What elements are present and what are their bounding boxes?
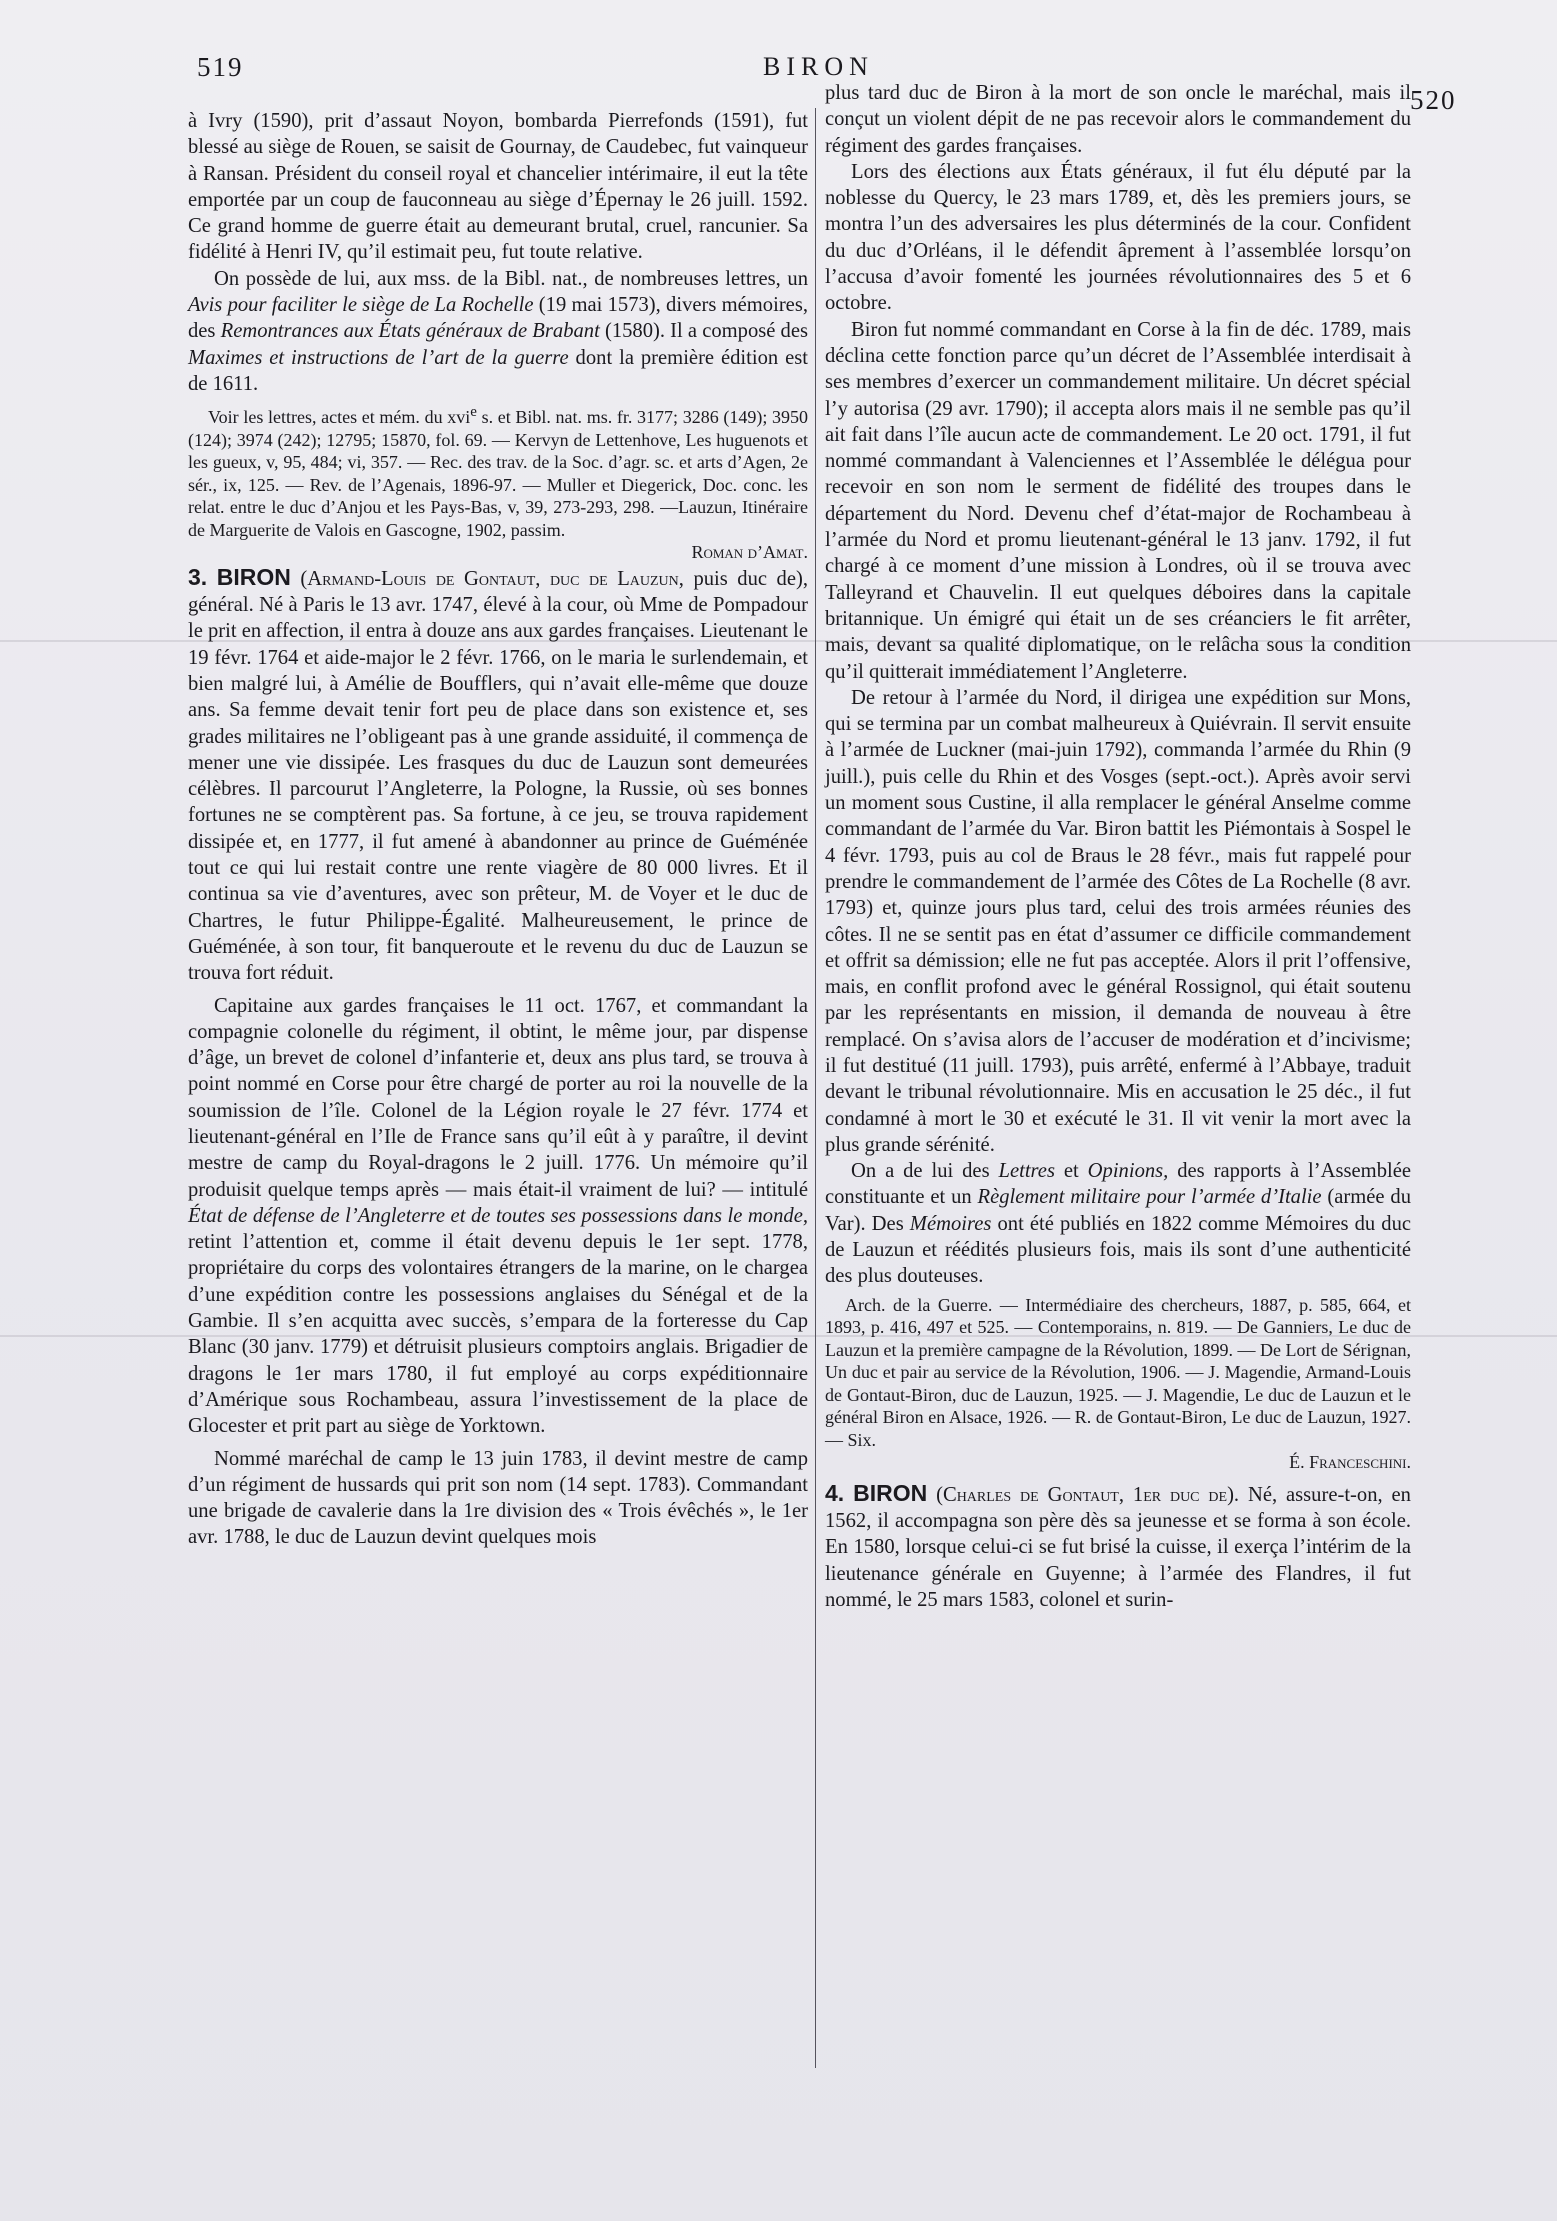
entry-headword: BIRON — [853, 1479, 928, 1506]
paragraph: De retour à l’armée du Nord, il dirigea une expédition sur Mons, qui se termina par un combat malheureux à Quiévrain. Il servit ensuite à l’armée de Luckner (mai-juin 1792), commanda l’armée du Rhin (9 juill.), puis celle du Rhin et des Vosges (sept.-oct.). Après avoir servi un moment sous Custine, il alla remplacer le général Anselme comme commandant de l’armée du Var. Biron battit les Piémontais à Sospel le 4 févr. 1793, puis au col de Braus le 28 févr., mais fut rappelé pour prendre le commandement de l’armée des Côtes de La Rochelle (8 avr. 1793) et, quinze jours plus tard, celui des trois armées réunies des côtes. Il ne se sentit pas en état d’assumer ce difficile commandement et offrit sa démission; elle ne fut pas acceptée. Alors il prit l’offensive, mais, en conflit profond avec le général Rossignol, qui était soutenu par les représentants en mission, il demanda de nouveau à être remplacé. On s’avisa alors de l’accuser de modération et d’incivisme; il fut destitué (11 juill. 1793), puis arrêté, enfermé à l’Abbaye, traduit devant le tribunal révolutionnaire. Mis en accusation le 25 déc., il fut condamné à mort le 30 et exécuté le 31. Il vit venir la mort avec la plus grande sérénité. — [825, 686, 1411, 1156]
entry-headword: BIRON — [216, 563, 291, 590]
paragraph: On a de lui des Lettres et Opinions, des rapports à l’Assemblée constituante et un Règlement militaire pour l’armée d’Italie (armée du Var). Des Mémoires ont été publiés en 1822 comme Mémoires du duc de Lauzun et réédités plusieurs fois, mais ils sont d’une authenticité des plus douteuses. — [825, 1160, 1412, 1288]
entry-4: 4. BIRON (Charles de Gontaut, 1er duc de). Né, assure-t-on, en 1562, il accompagna son père dès sa jeunesse et se forma à son école. En 1580, lorsque celui-ci se fut brisé la cuisse, il exerça l’intérim de la lieutenance générale en Guyenne; à l’armée des Flandres, il fut nommé, le 25 mars 1583, colonel et surin- — [825, 1479, 1411, 1611]
bibliography: Arch. de la Guerre. — Intermédiaire des chercheurs, 1887, p. 585, 664, et 1893, p. 416, 497 et 525. — Contemporains, n. 819. — De Ganniers, Le duc de Lauzun et la première campagne de la Révolution, 1899. — De Lort de Sérignan, Un duc et pair au service de la Révolution, 1906. — J. Magendie, Armand-Louis de Gontaut-Biron, duc de Lauzun, 1925. — J. Magendie, Le duc de Lauzun et le général Biron en Alsace, 1926. — R. de Gontaut-Biron, Le duc de Lauzun, 1927. — Six. — [825, 1294, 1411, 1450]
author-signature: É. Franceschini. — [1289, 1452, 1411, 1473]
paragraph: Biron fut nommé commandant en Corse à la fin de déc. 1789, mais déclina cette fonction parce qu’un décret de l’Assemblée interdisait à ses membres d’exercer un commandement militaire. Un décret spécial l’y autorisa (29 avr. 1790); il accepta alors mais il ne semble pas qu’il ait fait dans l’île aucun acte de commandement. Le 20 oct. 1791, il fut nommé commandant à Valenciennes et l’Assemblée le délégua pour recevoir en son nom le serment de fidélité des troupes dans le département du Nord. Devenu chef d’état-major de Rochambeau à l’armée du Nord et promu lieutenant-général le 13 janv. 1792, il fut chargé à ce moment d’une mission à Londres, où il se trouva avec Talleyrand et Chauvelin. Il eut quelques déboires dans la capitale britannique. Un émigré qui était un de ses créanciers le fit arrêter, mais, devant sa qualité diplomatique, on le relâcha sous la condition qu’il quitterait immédiatement l’Angleterre. — [825, 318, 1411, 683]
page-number-right: 520 — [1410, 85, 1457, 115]
paragraph: Lors des élections aux États généraux, il fut élu député par la noblesse du Quercy, le 23 mars 1789, et, dès les premiers jours, se montra l’un des adversaires les plus déterminés de la cour. Confident du duc d’Orléans, il le défendit âprement à l’assemblée lorsqu’on l’accusa d’avoir fomenté les journées révolutionnaires des 5 et 6 octobre. — [825, 160, 1411, 315]
page-number-left: 519 — [197, 52, 244, 82]
entry-number: 3. — [188, 563, 208, 590]
author-signature: Roman d’Amat. — [691, 542, 808, 563]
column-rule — [815, 108, 816, 2068]
right-column — [825, 80, 1411, 1613]
running-head: BIRON — [763, 52, 874, 81]
left-column — [188, 108, 808, 1551]
bibliography: Voir les lettres, actes et mém. du xvi$^e$ s. et Bibl. nat. ms. fr. 3177; 3286 (149); 3950 (124); 3974 (242); 12795; 15870, fol. 69. — Kervyn de Lettenhove, Les huguenots et les gueux, v, 95, 484; vi, 357. — Rec. des trav. de la Soc. d’agr. sc. et arts d’Agen, 2e sér., ix, 125. — Rev. de l’Agenais, 1896-97. — Muller et Diegerick, Doc. conc. les relat. entre le duc d’Anjou et les Pays-Bas, v, 39, 273-293, 298. —Lauzun, Itinéraire de Marguerite de Valois en Gascogne, 1902, passim. — [188, 404, 808, 540]
paragraph: On possède de lui, aux mss. de la Bibl. nat., de nombreuses lettres, un Avis pour faciliter le siège de La Rochelle (19 mai 1573), divers mémoires, des Remontrances aux États généraux de Brabant (1580). Il a composé des Maximes et instructions de l’art de la guerre dont la première édition est de 1611. — [188, 267, 808, 395]
paragraph: Nommé maréchal de camp le 13 juin 1783, il devint mestre de camp d’un régiment de hussards qui prit son nom (14 sept. 1783). Commandant une brigade de cavalerie dans la 1re division des « Trois évêchés », le 1er avr. 1788, le duc de Lauzun devint quelques mois — [188, 1447, 808, 1549]
paragraph: Capitaine aux gardes françaises le 11 oct. 1767, et commandant la compagnie colonelle du régiment, il obtint, le même jour, par dispense d’âge, un brevet de colonel d’infanterie et, deux ans plus tard, se trouva à point nommé en Corse pour être chargé de porter au roi la nouvelle de la soumission de l’île. Colonel de la Légion royale le 27 févr. 1774 et lieutenant-général en l’Ile de France sans qu’il eût à y paraître, il devint mestre de camp du Royal-dragons le 2 juill. 1776. Un mémoire qu’il produisit quelque temps après — mais était-il vraiment de lui? — intitulé État de défense de l’Angleterre et de toutes ses possessions dans le monde, retint l’attention et, comme il était devenu depuis le 1er sept. 1778, propriétaire du corps des volontaires étrangers de la marine, on le chargea d’une expédition contre les possessions anglaises du Sénégal et de la Gambie. Il s’en acquitta avec succès, s’empara de la forteresse du Cap Blanc (30 janv. 1779) et détruisit plusieurs comptoirs anglais. Brigadier de dragons le 1er mars 1780, il fut employé au corps expéditionnaire d’Amérique sous Rochambeau, assura l’investissement de la place de Glocester et prit part au siège de Yorktown. — [188, 994, 808, 1438]
paragraph: plus tard duc de Biron à la mort de son oncle le maréchal, mais il conçut un violent dépit de ne pas recevoir alors le commandement du régiment des gardes françaises. — [825, 82, 1411, 157]
paragraph: à Ivry (1590), prit d’assaut Noyon, bombarda Pierrefonds (1591), fut blessé au siège de Rouen, se saisit de Gournay, de Caudebec, fut vainqueur à Ransan. Président du conseil royal et chancelier intérimaire, il eut la tête emportée par un coup de fauconneau au siège d’Épernay le 26 juill. 1592. Ce grand homme de guerre était au demeurant brutal, cruel, rancunier. Sa fidélité à Henri IV, qu’il estimait peu, fut toute relative. — [188, 110, 808, 264]
entry-3: 3. BIRON (Armand-Louis de Gontaut, duc de Lauzun, puis duc de), général. Né à Paris le 13 avr. 1747, élevé à la cour, où Mme de Pompadour le prit en affection, il entra à douze ans aux gardes françaises. Lieutenant le 19 févr. 1764 et aide-major le 2 févr. 1766, on le maria le surlendemain, et bien malgré lui, à Amélie de Boufflers, qui n’avait elle-même que douze ans. Sa femme devait tenir fort peu de place dans son existence et, ses grades militaires ne l’obligeant pas à une grande assiduité, il commença de mener une vie dissipée. Les frasques du duc de Lauzun sont demeurées célèbres. Il parcourut l’Angleterre, la Pologne, la Russie, où ses bonnes fortunes ne se comptèrent pas. Sa fortune, à ce jeu, se trouva rapidement dissipée et, en 1777, il fut amené à abandonner au prince de Guéménée tout ce qui lui restait contre une rente viagère de 80 000 livres. Et il continua sa vie d’aventures, avec son prêteur, M. de Voyer et le duc de Chartres, le futur Philippe-Égalité. Malheureusement, le prince de Guéménée, à son tour, fit banqueroute et le revenu du duc de Lauzun se trouva fort réduit. — [188, 563, 809, 985]
entry-number: 4. — [825, 1479, 845, 1506]
